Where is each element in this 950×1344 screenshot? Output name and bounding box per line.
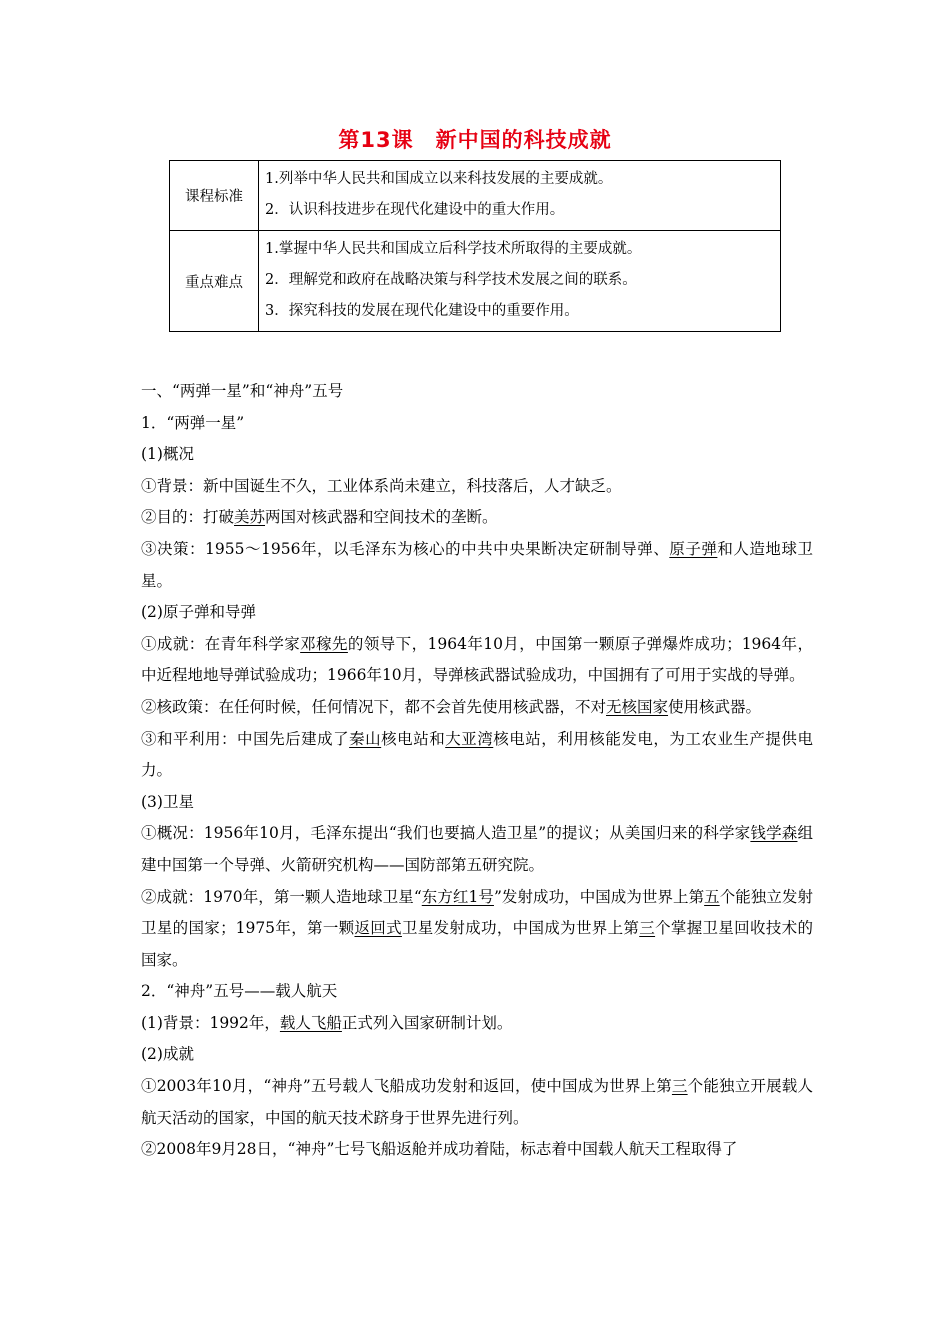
row-content-keypoints [259, 231, 781, 332]
paragraph-decision: ③决策：1955～1956年，以毛泽东为核心的中共中央果断决定研制导弹、原子弹和人造地球卫星。 [141, 539, 813, 590]
subheading-satellite: (3)卫星 [141, 792, 194, 811]
paragraph-shenzhou5: ①2003年10月，“神舟”五号载人飞船成功发射和返回，使中国成为世界上第三个能独立开展载人航天活动的国家，中国的航天技术跻身于世界先进行列。 [141, 1077, 813, 1127]
key-term: 美苏 [234, 508, 266, 527]
subheading-achievement: (2)成就 [141, 1045, 194, 1064]
subsection-heading: 2．“神舟”五号——载人航天 [141, 982, 338, 1001]
paragraph-background: ①背景：新中国诞生不久，工业体系尚未建立，科技落后，人才缺乏。 [141, 476, 622, 495]
lesson-title: 第13课 新中国的科技成就 [338, 128, 612, 152]
lesson-body [141, 376, 813, 1166]
key-term: 钱学森 [750, 824, 798, 843]
paragraph-satellite-achievement: ②成就：1970年，第一颗人造地球卫星“东方红1号”发射成功，中国成为世界上第五个能独立发射卫星的国家；1975年，第一颗返回式卫星发射成功，中国成为世界上第三个掌握卫星回收技术的国家。 [141, 887, 813, 969]
list-item: 3．探究科技的发展在现代化建设中的重要作用。 [265, 303, 579, 319]
curriculum-table [169, 160, 781, 332]
paragraph-achievement: ①成就：在青年科学家邓稼先的领导下，1964年10月，中国第一颗原子弹爆炸成功；1964年，中近程地地导弹试验成功；1966年10月，导弹核武器试验成功，中国拥有了可用于实战的导弹。 [141, 634, 813, 685]
list-item: 1.掌握中华人民共和国成立后科学技术所取得的主要成就。 [265, 241, 642, 257]
key-term: 原子弹 [669, 539, 718, 558]
row-content-standard [259, 161, 781, 231]
paragraph-shenzhou7: ②2008年9月28日，“神舟”七号飞船返舱并成功着陆，标志着中国载人航天工程取得了 [141, 1140, 738, 1159]
key-term: 五 [704, 887, 720, 906]
section-heading: 一、“两弹一星”和“神舟”五号 [141, 382, 344, 400]
subheading-overview: (1)概况 [141, 445, 194, 464]
paragraph-spaceflight-background: (1)背景：1992年，载人飞船正式列入国家研制计划。 [141, 1013, 513, 1032]
key-term: 秦山 [349, 729, 382, 748]
key-term: 三 [639, 919, 656, 938]
subheading-bombs: (2)原子弹和导弹 [141, 603, 256, 622]
row-header-standard: 课程标准 [170, 161, 259, 231]
paragraph-purpose: ②目的：打破美苏两国对核武器和空间技术的垄断。 [141, 508, 498, 527]
key-term: 邓稼先 [300, 634, 348, 653]
paragraph-peaceful-use: ③和平利用：中国先后建成了秦山核电站和大亚湾核电站，利用核能发电，为工农业生产提供电力。 [141, 729, 813, 780]
subsection-heading: 1．“两弹一星” [141, 413, 245, 432]
list-item: 1.列举中华人民共和国成立以来科技发展的主要成就。 [265, 171, 613, 187]
table-row [170, 231, 781, 332]
list-item: 2．理解党和政府在战略决策与科学技术发展之间的联系。 [265, 272, 637, 288]
key-term: 返回式 [354, 919, 402, 938]
key-term: 载人飞船 [279, 1013, 342, 1032]
key-term: 三 [671, 1077, 688, 1096]
key-term: 无核国家 [606, 697, 669, 716]
key-term: 东方红1号 [421, 887, 494, 906]
row-header-keypoints: 重点难点 [170, 231, 259, 332]
table-row [170, 161, 781, 231]
key-term: 大亚湾 [445, 729, 494, 748]
paragraph-satellite-overview: ①概况：1956年10月，毛泽东提出“我们也要搞人造卫星”的提议；从美国归来的科学家钱学森组建中国第一个导弹、火箭研究机构——国防部第五研究院。 [141, 824, 813, 874]
paragraph-nuclear-policy: ②核政策：在任何时候，任何情况下，都不会首先使用核武器，不对无核国家使用核武器。 [141, 697, 762, 716]
list-item: 2．认识科技进步在现代化建设中的重大作用。 [265, 202, 565, 218]
